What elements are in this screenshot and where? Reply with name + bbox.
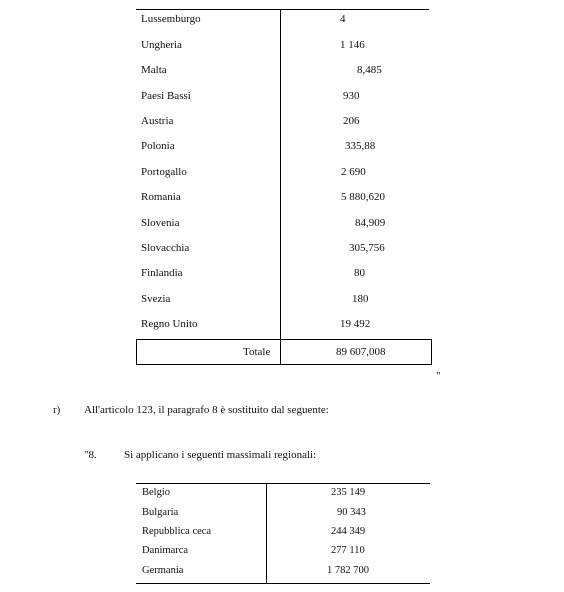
country-name: Romania <box>141 191 181 203</box>
country-name: Finlandia <box>141 267 183 279</box>
country-name: Ungheria <box>141 39 182 51</box>
country-value: 90 343 <box>337 507 366 518</box>
country-value: 84,909 <box>355 217 386 229</box>
country-value: 335,88 <box>345 140 376 152</box>
country-name: Polonia <box>141 140 175 152</box>
country-value: 244 349 <box>331 526 366 537</box>
table1-row <box>0 137 564 157</box>
table1-total-right-border <box>431 339 432 365</box>
country-value: 206 <box>343 115 360 127</box>
total-value: 89 607,008 <box>336 346 386 358</box>
country-value: 1 146 <box>340 39 365 51</box>
table2-row <box>0 563 564 583</box>
table1-row <box>0 264 564 284</box>
table1-total-top-border <box>136 339 431 340</box>
country-value: 180 <box>352 293 369 305</box>
country-name: Austria <box>141 115 174 127</box>
subparagraph-text: Si applicano i seguenti massimali regionali: <box>124 449 317 461</box>
table2-row <box>0 505 564 525</box>
country-name: Bulgaria <box>142 507 179 518</box>
country-value: 305,756 <box>349 242 385 254</box>
table1-row <box>0 10 564 30</box>
table1-bottom-border <box>136 364 431 365</box>
table1-row <box>0 36 564 56</box>
country-name: Danimarca <box>142 545 189 556</box>
table1-row <box>0 290 564 310</box>
country-value: 8,485 <box>357 64 382 76</box>
table1-row <box>0 214 564 234</box>
table2-row <box>0 524 564 544</box>
table2-row <box>0 543 564 563</box>
country-value: 930 <box>343 90 360 102</box>
country-name: Belgio <box>142 487 170 498</box>
total-label: Totale <box>243 346 271 358</box>
table1-row <box>0 239 564 259</box>
paragraph-text: All'articolo 123, il paragrafo 8 è sostituito dal seguente: <box>84 404 329 416</box>
country-value: 1 782 700 <box>327 565 369 576</box>
subparagraph-number: "8. <box>84 449 97 461</box>
country-value: 235 149 <box>331 487 366 498</box>
table1-row <box>0 112 564 132</box>
table1-row <box>0 87 564 107</box>
table1-row <box>0 163 564 183</box>
country-name: Slovacchia <box>141 242 190 254</box>
country-value: 5 880,620 <box>341 191 385 203</box>
country-name: Paesi Bassi <box>141 90 191 102</box>
country-name: Slovenia <box>141 217 180 229</box>
country-name: Portogallo <box>141 166 187 178</box>
country-value: 2 690 <box>341 166 366 178</box>
country-name: Germania <box>142 565 184 576</box>
country-name: Malta <box>141 64 167 76</box>
country-name: Repubblica ceca <box>142 526 212 537</box>
country-value: 277 110 <box>331 545 365 556</box>
country-name: Svezia <box>141 293 171 305</box>
country-name: Lussemburgo <box>141 13 201 25</box>
table1-row <box>0 188 564 208</box>
country-value: 19 492 <box>340 318 371 330</box>
table1-row <box>0 61 564 81</box>
country-value: 80 <box>354 267 365 279</box>
item-marker: r) <box>53 404 61 416</box>
table1-row <box>0 315 564 335</box>
table1-total-left-border <box>136 339 137 365</box>
country-value: 4 <box>340 13 346 25</box>
country-name: Regno Unito <box>141 318 198 330</box>
closing-quote: " <box>436 370 441 382</box>
table2-row <box>0 485 564 505</box>
